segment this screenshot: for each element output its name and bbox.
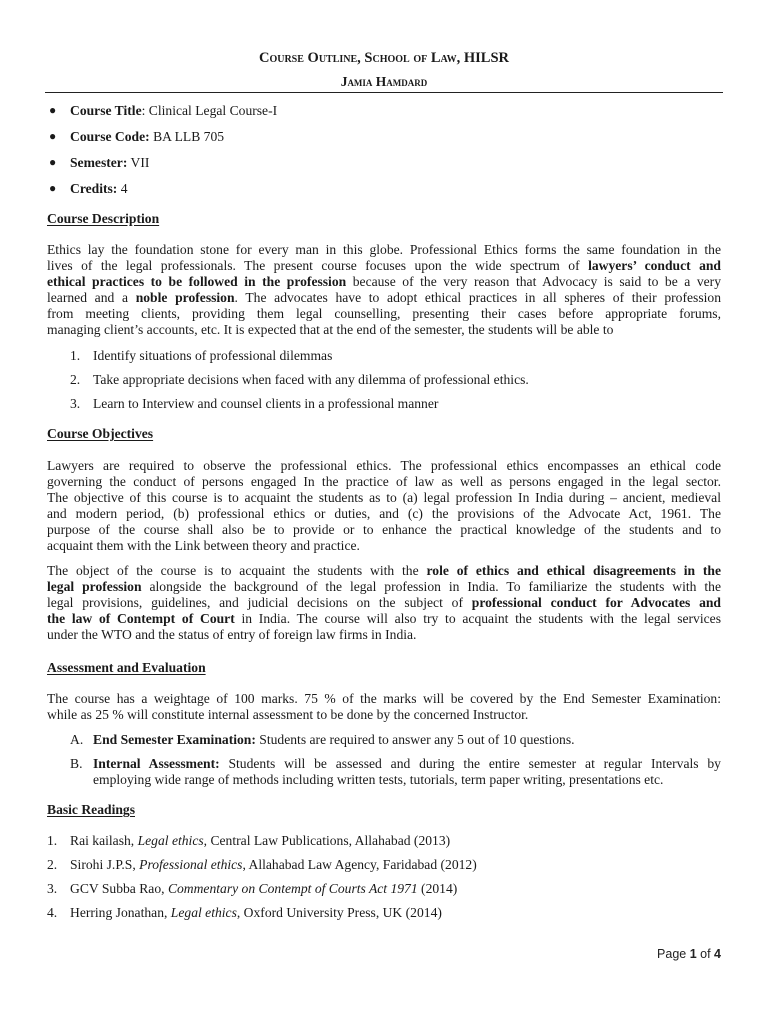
- list-item-letter: B.: [70, 756, 83, 771]
- detail-semester: Semester: VII: [70, 155, 150, 170]
- list-item-number: 2.: [47, 857, 58, 872]
- course-description-paragraph: Ethics lay the foundation stone for every man in this globe. Professional Ethics forms the same foundation in the lives of the legal professionals. The present course focuses upon the wide spectrum of lawyers’ conduct and ethical practices to be followed in the profession because of the very reason that Advocacy is said to be a very learned and a noble profession. The advocates have to adopt ethical practices in all spheres of their profession from meeting clients, providing them legal counselling, presenting their cases before appropriate forums, managing client’s accounts, etc. It is expected that at the end of the semester, the students will be able to: [47, 242, 721, 338]
- reading-item: Rai kailash, Legal ethics, Central Law Publications, Allahabad (2013): [70, 833, 451, 848]
- course-objectives-paragraph-1: Lawyers are required to observe the professional ethics. The professional ethics encompasses an ethical code governing the conduct of persons engaged In the practice of law as well as persons engaged in the legal sector. The objective of this course is to acquaint the students as to (a) legal profession In India during – ancient, medieval and modern period, (b) professional ethics or duties, and (c) the provisions of the Advocate Act, 1961. The purpose of the course shall also be to provide or to enhance the practical knowledge of the students and to acquaint them with the Link between theory and practice.: [47, 458, 721, 554]
- page-number: Page 1 of 4: [657, 947, 721, 961]
- basic-readings-heading: Basic Readings: [47, 802, 135, 817]
- assessment-heading: Assessment and Evaluation: [47, 660, 206, 675]
- detail-course-code: Course Code: BA LLB 705: [70, 129, 225, 144]
- list-item: Internal Assessment: Students will be assessed and during the entire semester at regular Intervals by employing wide range of methods including written tests, tutorials, term paper writing, presentations etc.: [93, 756, 721, 787]
- header-rule: [45, 92, 723, 93]
- list-item-number: 3.: [70, 396, 81, 411]
- list-item-number: 1.: [70, 348, 81, 363]
- reading-item: GCV Subba Rao, Commentary on Contempt of Courts Act 1971 (2014): [70, 881, 458, 896]
- course-description-heading: Course Description: [47, 211, 160, 226]
- list-item-letter: A.: [70, 732, 84, 747]
- course-objectives-heading: Course Objectives: [47, 426, 154, 441]
- list-item: Learn to Interview and counsel clients in a professional manner: [93, 396, 439, 411]
- bullet-icon: ●: [49, 155, 57, 169]
- assessment-paragraph: The course has a weightage of 100 marks. 75 % of the marks will be covered by the End Semester Examination: while as 25 % will constitute internal assessment to be done by the concerned Instructor.: [47, 691, 721, 723]
- bullet-icon: ●: [49, 129, 57, 143]
- list-item: Take appropriate decisions when faced with any dilemma of professional ethics.: [93, 372, 529, 387]
- detail-credits: Credits: 4: [70, 181, 128, 196]
- university-name: Jamia Hamdard: [340, 74, 428, 89]
- bullet-icon: ●: [49, 181, 57, 195]
- course-objectives-paragraph-2: The object of the course is to acquaint the students with the role of ethics and ethical disagreements in the legal profession alongside the background of the legal profession in India. To familiarize the students with the legal provisions, guidelines, and judicial decisions on the subject of professional conduct for Advocates and the law of Contempt of Court in India. The course will also try to acquaint the students with the legal services under the WTO and the status of entry of foreign law firms in India.: [47, 563, 722, 643]
- bullet-icon: ●: [49, 103, 57, 117]
- list-item-number: 4.: [47, 905, 58, 920]
- list-item-number: 3.: [47, 881, 58, 896]
- document-title: Course Outline, School of Law, HILSR: [258, 50, 509, 66]
- detail-course-title: Course Title: Clinical Legal Course-I: [70, 103, 278, 118]
- reading-item: Herring Jonathan, Legal ethics, Oxford University Press, UK (2014): [70, 905, 442, 920]
- reading-item: Sirohi J.P.S, Professional ethics, Allahabad Law Agency, Faridabad (2012): [70, 857, 477, 872]
- list-item-number: 1.: [47, 833, 58, 848]
- list-item: End Semester Examination: Students are required to answer any 5 out of 10 questions.: [93, 732, 575, 747]
- list-item-number: 2.: [70, 372, 81, 387]
- list-item: Identify situations of professional dilemmas: [93, 348, 333, 363]
